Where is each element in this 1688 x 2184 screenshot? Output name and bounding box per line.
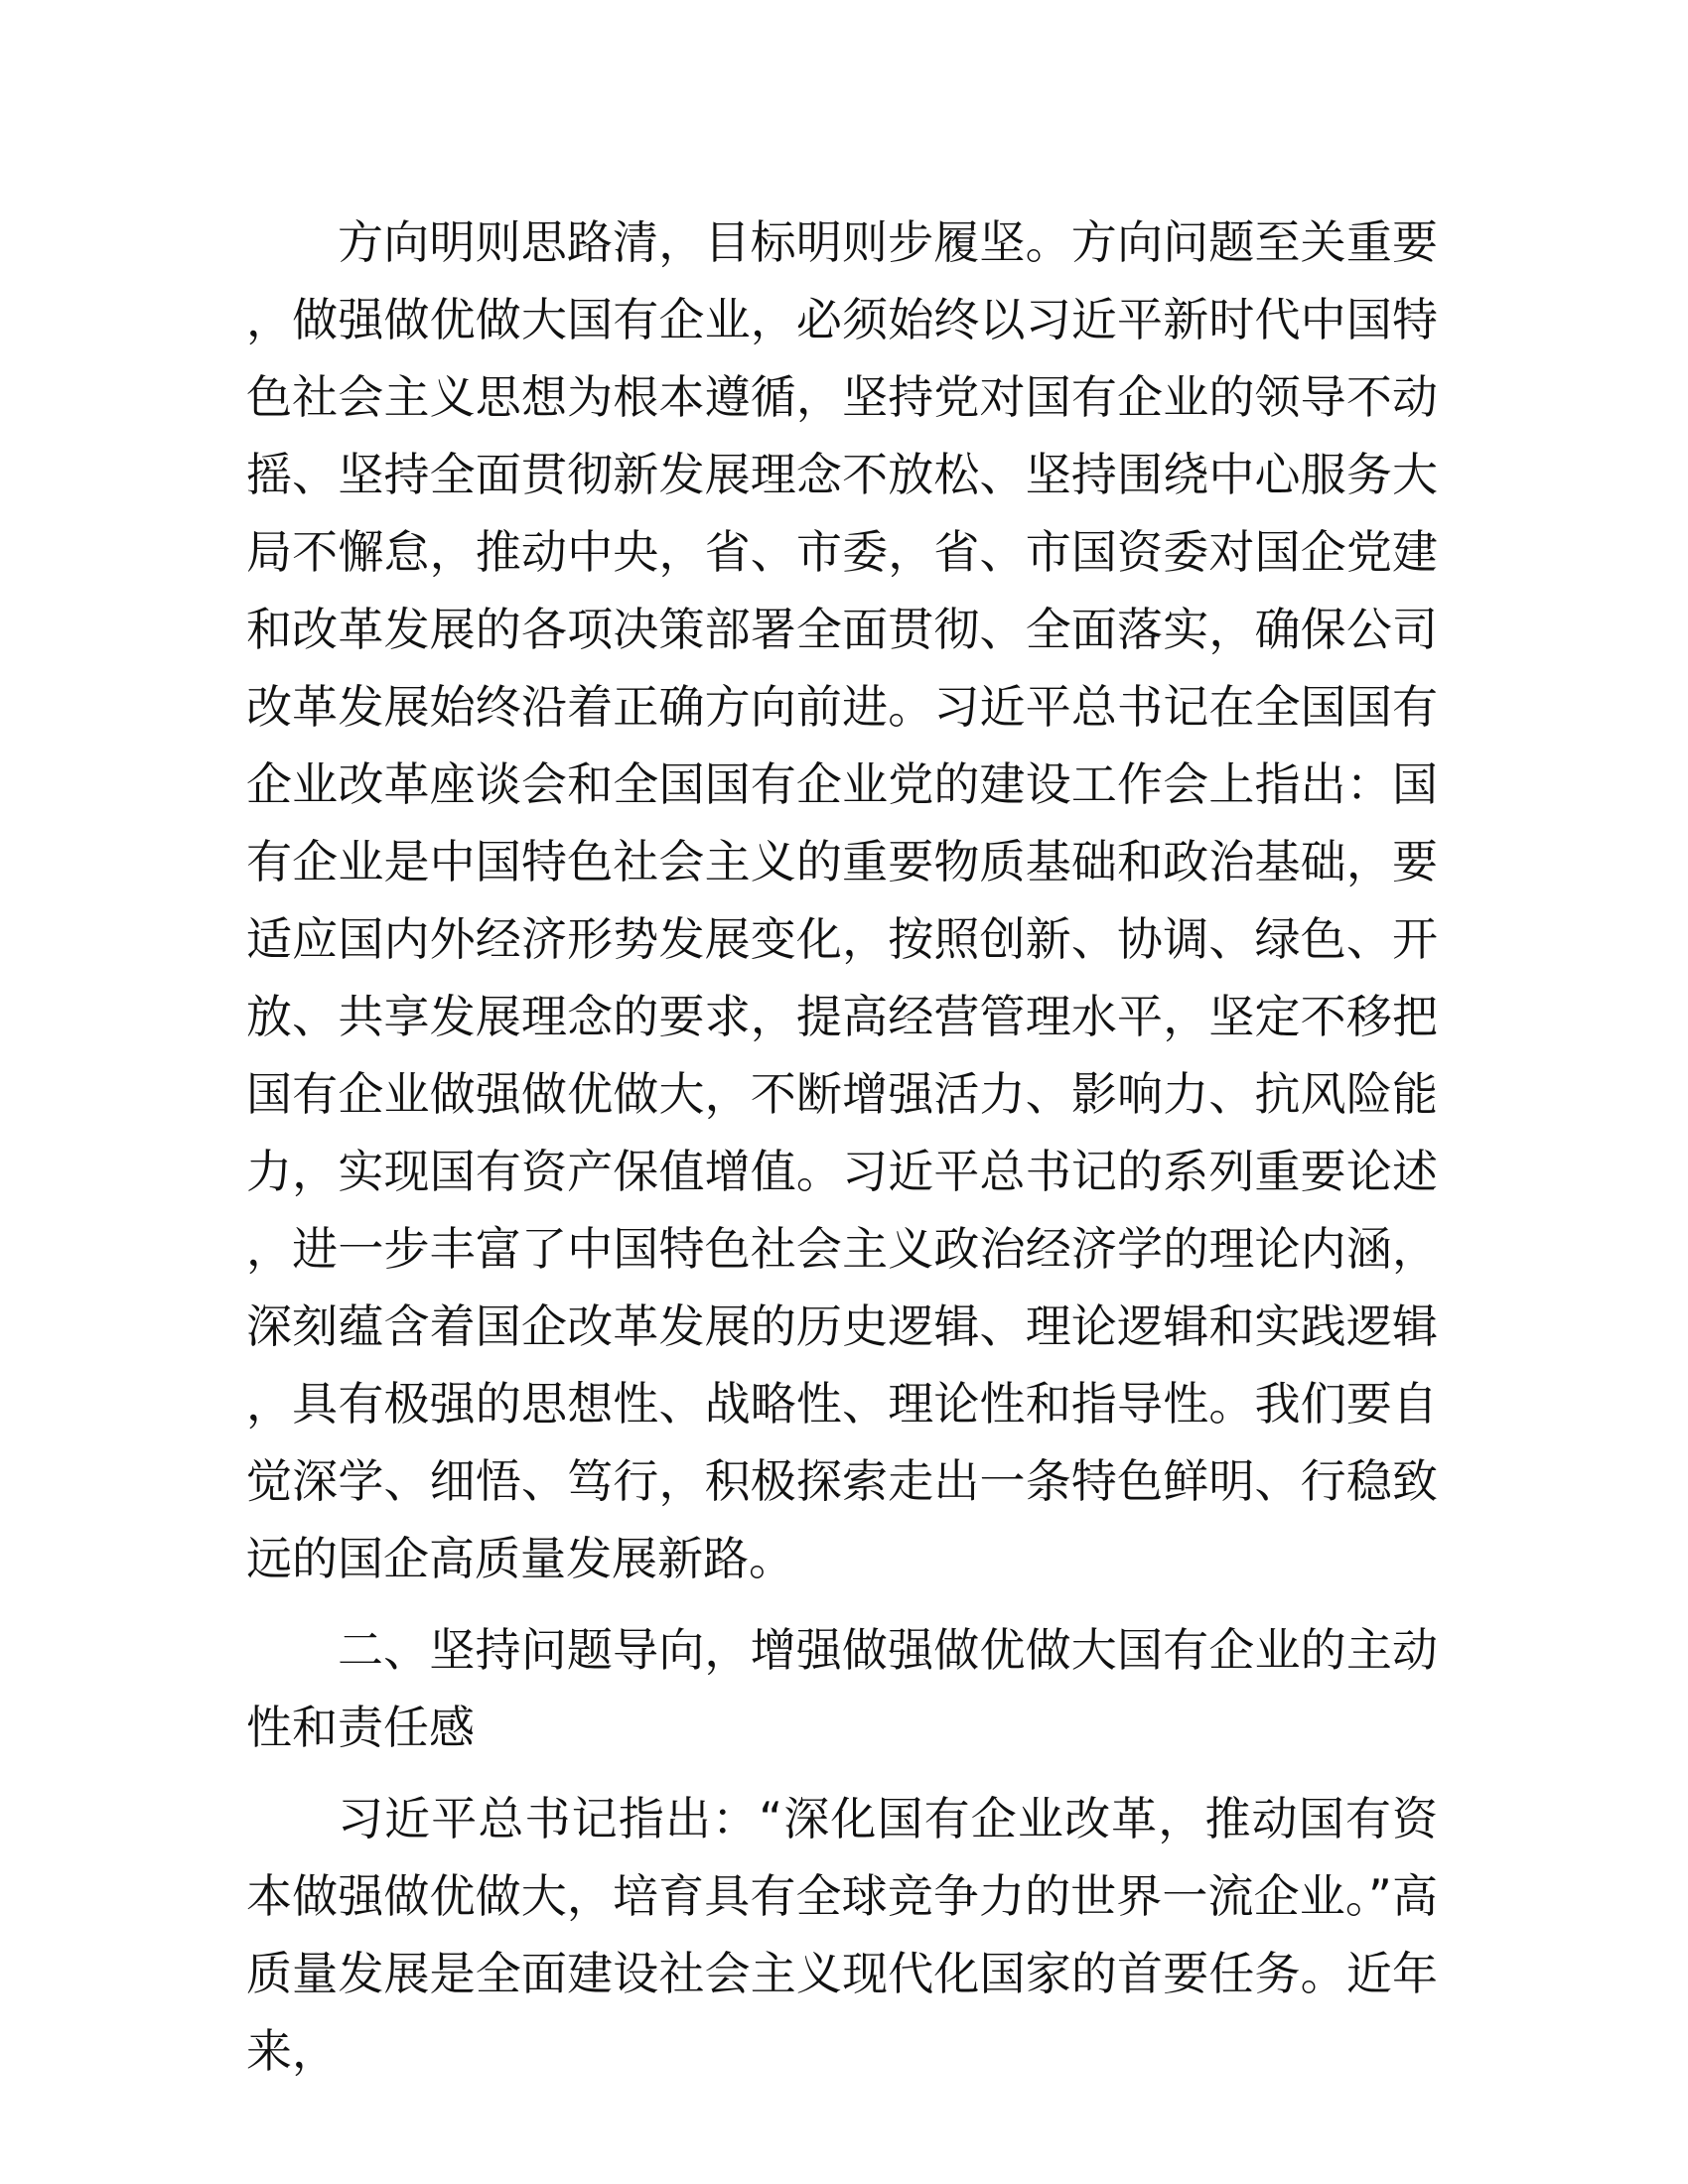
paragraph-direction: 方向明则思路清，目标明则步履坚。方向问题至关重要，做强做优做大国有企业，必须始终以习近平新时代中国特色社会主义思想为根本遵循，坚持党对国有企业的领导不动摇、坚持全面贯彻新发展理念不放松、坚持围绕中心服务大局不懈怠，推动中央，省、市委，省、市国资委对国企党建和改革发展的各项决策部署全面贯彻、全面落实，确保公司改革发展始终沿着正确方向前进。习近平总书记在全国国有企业改革座谈会和全国国有企业党的建设工作会上指出：国有企业是中国特色社会主义的重要物质基础和政治基础，要适应国内外经济形势发展变化，按照创新、协调、绿色、开放、共享发展理念的要求，提高经营管理水平，坚定不移把国有企业做强做优做大，不断增强活力、影响力、抗风险能力，实现国有资产保值增值。习近平总书记的系列重要论述，进一步丰富了中国特色社会主义政治经济学的理论内涵，深刻蕴含着国企改革发展的历史逻辑、理论逻辑和实践逻辑，具有极强的思想性、战略性、理论性和指导性。我们要自觉深学、细悟、笃行，积极探索走出一条特色鲜明、行稳致远的国企高质量发展新路。: [246, 215, 1438, 1585]
document-page: [246, 204, 1438, 2090]
section-heading: 二、坚持问题导向，增强做强做优做大国有企业的主动性和责任感: [246, 1623, 1438, 1754]
paragraph-quote: 习近平总书记指出：“深化国有企业改革，推动国有资本做强做优做大，培育具有全球竞争力的世界一流企业。”高质量发展是全面建设社会主义现代化国家的首要任务。近年来，: [246, 1792, 1438, 2078]
